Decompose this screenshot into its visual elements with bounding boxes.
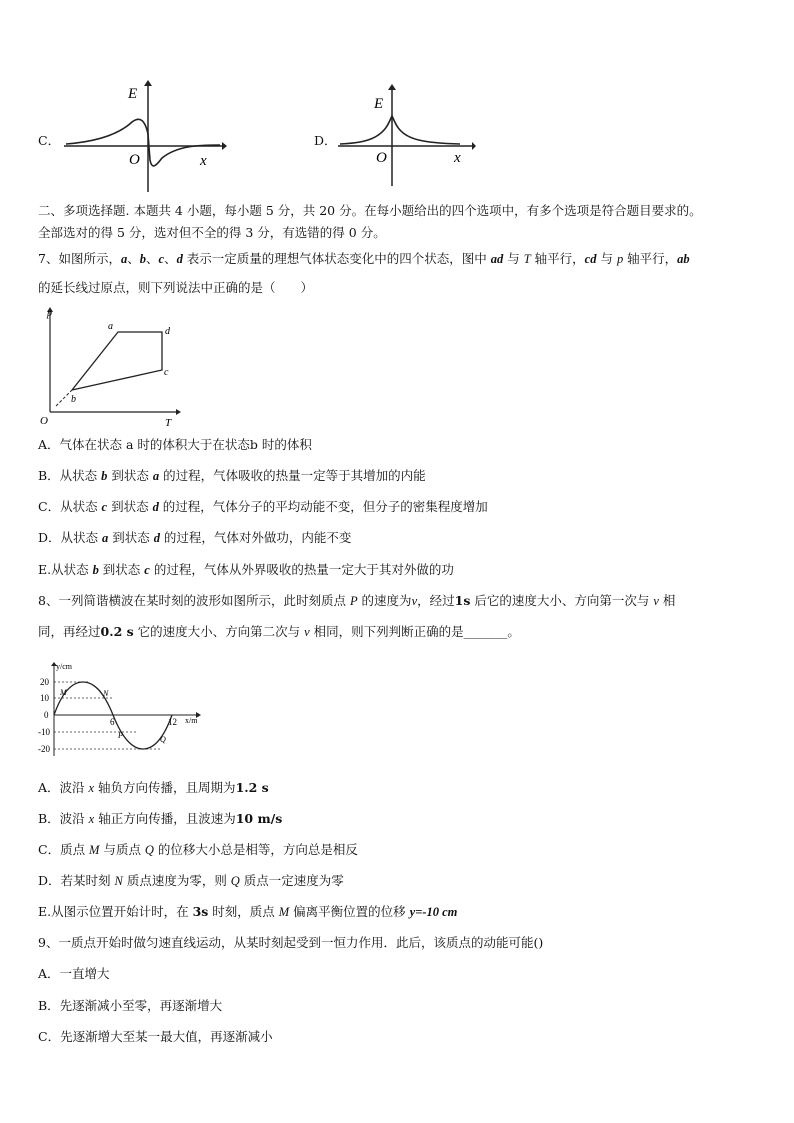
q8-point-Q: Q [160,735,166,744]
q7-option-d: D．从状态 a 到状态 d 的过程，气体对外做功，内能不变 [38,530,352,545]
q8-axis-x: x/m [185,716,198,725]
q7-point-d: d [165,326,170,337]
q8-ytick-20: 20 [40,677,49,687]
q7-stem-line1: 7、如图所示，a、b、c、d 表示一定质量的理想气体状态变化中的四个状态，图中 ad 与 T 轴平行，cd 与 p 轴平行，ab [38,251,690,266]
q8-xtick-12: 12 [168,717,177,727]
graph-c-y-label: E [128,86,138,102]
q8-option-a: A．波沿 x 轴负方向传播，且周期为1.2 s [38,780,269,795]
q7-option-b: B．从状态 b 到状态 a 的过程，气体吸收的热量一定等于其增加的内能 [38,468,426,483]
graph-option-d [336,84,476,188]
q8-ytick-0: 0 [44,710,49,720]
q7-point-a: a [108,321,113,332]
q8-axis-y: y/cm [56,662,72,671]
q8-ytick-neg10: -10 [38,727,50,737]
q8-option-b: B．波沿 x 轴正方向传播，且波速为10 m/s [38,811,283,826]
q9-stem: 9、一质点开始时做匀速直线运动，从某时刻起受到一恒力作用．此后，该质点的动能可能() [38,935,544,950]
section2-instructions-2: 全部选对的得 5 分，选对但不全的得 3 分，有选错的得 0 分。 [38,225,386,240]
q7-point-c: c [164,367,169,378]
q7-option-c: C．从状态 c 到状态 d 的过程，气体分子的平均动能不变，但分子的密集程度增加 [38,499,488,514]
q8-option-c: C．质点 M 与质点 Q 的位移大小总是相等，方向总是相反 [38,842,358,857]
q8-point-N: N [103,689,109,698]
graph-c-x-label: x [200,153,207,169]
answer-blank[interactable]: _______ [463,624,508,639]
q9-option-a: A．一直增大 [38,966,110,981]
graph-c-origin: O [129,152,140,168]
option-d-label: D． [314,133,337,148]
graph-option-c [62,78,227,196]
q8-ytick-neg20: -20 [38,744,50,754]
q8-ytick-10: 10 [40,693,49,703]
q7-stem-line2: 的延长线过原点，则下列说法中正确的是（ ） [38,280,314,295]
q7-axis-p: p [47,308,52,319]
q9-option-c: C．先逐渐增大至某一最大值，再逐渐减小 [38,1029,273,1044]
graph-d-y-label: E [374,96,384,112]
q7-option-e: E.从状态 b 到状态 c 的过程，气体从外界吸收的热量一定大于其对外做的功 [38,562,454,577]
q8-point-M: M [60,688,67,697]
option-c-label: C． [38,133,61,148]
q7-point-b: b [71,394,76,405]
graph-d-origin: O [376,150,387,166]
q8-point-P: P [118,731,123,740]
section2-instructions-1: 二、多项选择题. 本题共 4 小题，每小题 5 分，共 20 分。在每小题给出的四个选项中，有多个选项是符合题目要求的。 [38,203,702,218]
q8-stem-line1: 8、一列简谐横波在某时刻的波形如图所示，此时刻质点 P 的速度为v，经过1s 后它的速度大小、方向第一次与 v 相 [38,593,676,608]
q8-wave-graph [38,660,204,758]
q7-option-a: A．气体在状态 a 时的体积大于在状态b 时的体积 [38,437,312,452]
q7-axis-T: T [165,417,172,429]
q7-pT-graph [38,304,183,430]
q8-option-e: E.从图示位置开始计时，在 3s 时刻，质点 M 偏离平衡位置的位移 y=-10 cm [38,904,458,919]
q8-stem-line2: 同，再经过0.2 s 它的速度大小、方向第二次与 v 相同，则下列判断正确的是_______。 [38,624,520,639]
q9-option-b: B．先逐渐减小至零，再逐渐增大 [38,998,223,1013]
q8-option-d: D．若某时刻 N 质点速度为零，则 Q 质点一定速度为零 [38,873,344,888]
q8-xtick-6: 6 [110,717,115,727]
q7-origin: O [40,415,48,427]
graph-d-x-label: x [454,150,461,166]
